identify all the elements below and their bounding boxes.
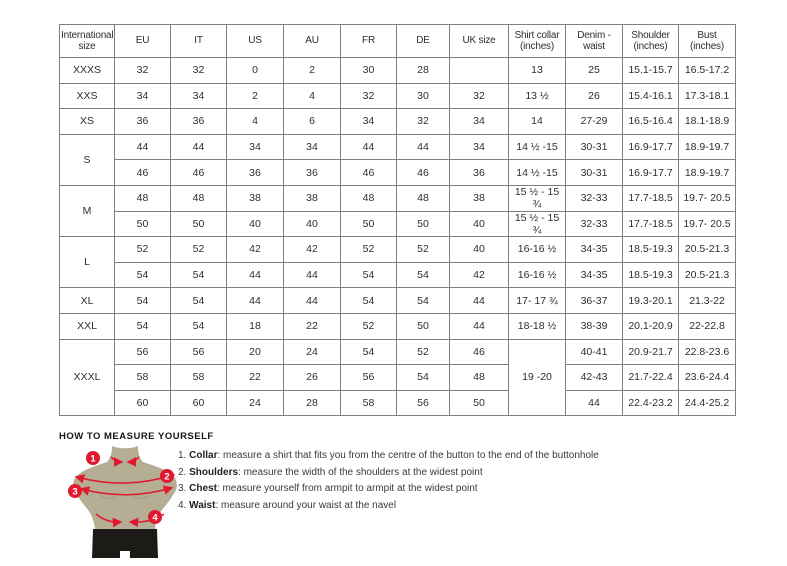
table-cell: XXL bbox=[60, 313, 115, 339]
table-cell: 48 bbox=[397, 185, 450, 211]
column-header: Shoulder (inches) bbox=[623, 25, 679, 58]
svg-text:1: 1 bbox=[90, 453, 96, 465]
table-cell: 54 bbox=[397, 262, 450, 288]
table-cell: 15 ½ - 15 ¾ bbox=[509, 185, 566, 211]
table-cell: 56 bbox=[115, 339, 171, 365]
table-cell: 54 bbox=[341, 262, 397, 288]
table-cell: 46 bbox=[341, 160, 397, 186]
table-cell: 21.7-22.4 bbox=[623, 365, 679, 391]
table-cell: 16-16 ½ bbox=[509, 237, 566, 263]
table-cell: 16.5-16.4 bbox=[623, 109, 679, 135]
table-cell: 42 bbox=[227, 237, 284, 263]
table-cell: 24 bbox=[284, 339, 341, 365]
column-header: DE bbox=[397, 25, 450, 58]
table-cell: 48 bbox=[450, 365, 509, 391]
table-cell: 22.8-23.6 bbox=[679, 339, 736, 365]
table-cell: 52 bbox=[397, 339, 450, 365]
table-cell: 50 bbox=[115, 211, 171, 237]
table-cell: 30 bbox=[397, 83, 450, 109]
table-cell: 16.9-17.7 bbox=[623, 134, 679, 160]
measure-heading: HOW TO MEASURE YOURSELF bbox=[59, 431, 214, 442]
table-cell: 17.3-18.1 bbox=[679, 83, 736, 109]
table-header-row bbox=[60, 25, 736, 58]
size-chart-table bbox=[59, 24, 736, 416]
table-row bbox=[60, 390, 736, 416]
table-cell: 22.4-23.2 bbox=[623, 390, 679, 416]
column-header: UK size bbox=[450, 25, 509, 58]
table-cell: 21.3-22 bbox=[679, 288, 736, 314]
table-cell: 54 bbox=[171, 288, 227, 314]
table-cell: 54 bbox=[397, 288, 450, 314]
table-cell: 42 bbox=[284, 237, 341, 263]
svg-text:3: 3 bbox=[72, 486, 78, 498]
table-cell: 28 bbox=[284, 390, 341, 416]
table-cell: 14 bbox=[509, 109, 566, 135]
table-cell: 60 bbox=[115, 390, 171, 416]
table-cell: 54 bbox=[115, 262, 171, 288]
table-cell: 20 bbox=[227, 339, 284, 365]
table-cell: XXXS bbox=[60, 58, 115, 84]
table-cell: 34 bbox=[171, 83, 227, 109]
table-cell: 16.5-17.2 bbox=[679, 58, 736, 84]
table-cell: 58 bbox=[341, 390, 397, 416]
table-cell: 44 bbox=[284, 262, 341, 288]
table-cell: 42-43 bbox=[566, 365, 623, 391]
table-cell: 19.3-20.1 bbox=[623, 288, 679, 314]
table-cell: 34 bbox=[115, 83, 171, 109]
table-cell: 2 bbox=[227, 83, 284, 109]
table-cell: 32 bbox=[171, 58, 227, 84]
marker-3 bbox=[68, 484, 82, 498]
table-cell: 26 bbox=[566, 83, 623, 109]
table-cell: 16-16 ½ bbox=[509, 262, 566, 288]
table-cell: 44 bbox=[227, 262, 284, 288]
table-cell: 50 bbox=[450, 390, 509, 416]
column-header: IT bbox=[171, 25, 227, 58]
measure-instruction: 1. Collar: measure a shirt that fits you from the centre of the button to the end of the buttonhole bbox=[178, 450, 599, 461]
table-cell: 40 bbox=[450, 211, 509, 237]
table-cell: 24 bbox=[227, 390, 284, 416]
table-cell: M bbox=[60, 185, 115, 236]
table-cell: 24.4-25.2 bbox=[679, 390, 736, 416]
table-row bbox=[60, 365, 736, 391]
table-row bbox=[60, 134, 736, 160]
table-cell: 18.5-19.3 bbox=[623, 262, 679, 288]
table-cell: 46 bbox=[397, 160, 450, 186]
table-cell: 16.9-17.7 bbox=[623, 160, 679, 186]
table-cell: 18.9-19.7 bbox=[679, 160, 736, 186]
table-cell: 19 -20 bbox=[509, 339, 566, 416]
table-cell: 15.4-16.1 bbox=[623, 83, 679, 109]
table-cell: XXS bbox=[60, 83, 115, 109]
table-cell: 26 bbox=[284, 365, 341, 391]
table-cell: 25 bbox=[566, 58, 623, 84]
table-cell: S bbox=[60, 134, 115, 185]
table-row bbox=[60, 313, 736, 339]
table-cell: 38 bbox=[227, 185, 284, 211]
table-cell: 32 bbox=[450, 83, 509, 109]
table-cell: XL bbox=[60, 288, 115, 314]
column-header: Denim - waist bbox=[566, 25, 623, 58]
table-cell: 50 bbox=[171, 211, 227, 237]
table-row bbox=[60, 83, 736, 109]
table-cell: 46 bbox=[115, 160, 171, 186]
table-cell: 52 bbox=[397, 237, 450, 263]
column-header: Shirt collar (inches) bbox=[509, 25, 566, 58]
table-cell: 38-39 bbox=[566, 313, 623, 339]
table-cell: 20.5-21.3 bbox=[679, 237, 736, 263]
table-cell: 19.7- 20.5 bbox=[679, 211, 736, 237]
table-cell: 54 bbox=[171, 313, 227, 339]
table-cell: 34 bbox=[284, 134, 341, 160]
table-cell: 22 bbox=[227, 365, 284, 391]
column-header: International size bbox=[60, 25, 115, 58]
table-cell: 28 bbox=[397, 58, 450, 84]
table-cell: 18.9-19.7 bbox=[679, 134, 736, 160]
table-cell: 4 bbox=[284, 83, 341, 109]
table-row bbox=[60, 339, 736, 365]
table-cell bbox=[450, 58, 509, 84]
table-cell: 36 bbox=[450, 160, 509, 186]
table-cell: 36 bbox=[171, 109, 227, 135]
table-row bbox=[60, 262, 736, 288]
table-cell: 19.7- 20.5 bbox=[679, 185, 736, 211]
table-cell: 44 bbox=[227, 288, 284, 314]
table-cell: 52 bbox=[341, 237, 397, 263]
measure-instruction: 4. Waist: measure around your waist at the navel bbox=[178, 499, 397, 511]
table-cell: 23.6-24.4 bbox=[679, 365, 736, 391]
table-cell: XXXL bbox=[60, 339, 115, 416]
table-cell: 15.1-15.7 bbox=[623, 58, 679, 84]
svg-text:2: 2 bbox=[164, 471, 170, 483]
table-cell: 52 bbox=[171, 237, 227, 263]
table-cell: XS bbox=[60, 109, 115, 135]
table-cell: 22-22.8 bbox=[679, 313, 736, 339]
table-cell: 44 bbox=[566, 390, 623, 416]
measure-instructions bbox=[178, 448, 648, 514]
table-cell: 40 bbox=[227, 211, 284, 237]
table-cell: 56 bbox=[171, 339, 227, 365]
table-cell: 34-35 bbox=[566, 262, 623, 288]
table-cell: 18.1-18.9 bbox=[679, 109, 736, 135]
table-row bbox=[60, 288, 736, 314]
table-cell: 40 bbox=[284, 211, 341, 237]
column-header: EU bbox=[115, 25, 171, 58]
table-cell: 44 bbox=[450, 288, 509, 314]
table-cell: 54 bbox=[115, 313, 171, 339]
table-cell: 30-31 bbox=[566, 134, 623, 160]
table-cell: 44 bbox=[341, 134, 397, 160]
column-header: US bbox=[227, 25, 284, 58]
table-cell: 34-35 bbox=[566, 237, 623, 263]
table-cell: 36 bbox=[284, 160, 341, 186]
table-cell: 60 bbox=[171, 390, 227, 416]
table-cell: 44 bbox=[450, 313, 509, 339]
table-cell: 54 bbox=[397, 365, 450, 391]
table-cell: 56 bbox=[341, 365, 397, 391]
table-row bbox=[60, 237, 736, 263]
table-row bbox=[60, 185, 736, 211]
table-cell: 54 bbox=[341, 339, 397, 365]
marker-2 bbox=[160, 469, 174, 483]
table-cell: 58 bbox=[171, 365, 227, 391]
table-cell: 27-29 bbox=[566, 109, 623, 135]
table-cell: 20.5-21.3 bbox=[679, 262, 736, 288]
table-cell: 46 bbox=[171, 160, 227, 186]
measure-instruction: 3. Chest: measure yourself from armpit to armpit at the widest point bbox=[178, 483, 478, 494]
table-cell: 44 bbox=[115, 134, 171, 160]
table-cell: 46 bbox=[450, 339, 509, 365]
table-cell: 20.9-21.7 bbox=[623, 339, 679, 365]
table-cell: 15 ½ - 15 ¾ bbox=[509, 211, 566, 237]
table-cell: 58 bbox=[115, 365, 171, 391]
table-cell: 14 ½ -15 bbox=[509, 160, 566, 186]
table-row bbox=[60, 58, 736, 84]
table-cell: 52 bbox=[341, 313, 397, 339]
measurement-figure bbox=[60, 444, 190, 566]
table-cell: 36-37 bbox=[566, 288, 623, 314]
table-cell: 13 bbox=[509, 58, 566, 84]
table-cell: 48 bbox=[341, 185, 397, 211]
table-row bbox=[60, 211, 736, 237]
measure-instruction: 2. Shoulders: measure the width of the shoulders at the widest point bbox=[178, 466, 483, 478]
table-cell: 38 bbox=[284, 185, 341, 211]
marker-4 bbox=[148, 510, 162, 524]
table-cell: 52 bbox=[115, 237, 171, 263]
table-cell: 54 bbox=[341, 288, 397, 314]
table-cell: 4 bbox=[227, 109, 284, 135]
table-cell: L bbox=[60, 237, 115, 288]
table-cell: 13 ½ bbox=[509, 83, 566, 109]
table-cell: 42 bbox=[450, 262, 509, 288]
mannequin-shorts bbox=[92, 529, 158, 558]
table-cell: 14 ½ -15 bbox=[509, 134, 566, 160]
table-cell: 44 bbox=[171, 134, 227, 160]
table-cell: 20.1-20.9 bbox=[623, 313, 679, 339]
table-cell: 30-31 bbox=[566, 160, 623, 186]
table-cell: 32-33 bbox=[566, 211, 623, 237]
table-cell: 34 bbox=[341, 109, 397, 135]
table-cell: 36 bbox=[227, 160, 284, 186]
column-header: Bust (inches) bbox=[679, 25, 736, 58]
column-header: FR bbox=[341, 25, 397, 58]
svg-text:4: 4 bbox=[152, 512, 158, 524]
table-cell: 32 bbox=[397, 109, 450, 135]
marker-1 bbox=[86, 451, 100, 465]
table-cell: 44 bbox=[284, 288, 341, 314]
table-cell: 32 bbox=[341, 83, 397, 109]
column-header: AU bbox=[284, 25, 341, 58]
table-cell: 48 bbox=[171, 185, 227, 211]
table-cell: 32 bbox=[115, 58, 171, 84]
table-cell: 30 bbox=[341, 58, 397, 84]
table-row bbox=[60, 160, 736, 186]
table-cell: 50 bbox=[397, 211, 450, 237]
table-cell: 32-33 bbox=[566, 185, 623, 211]
table-cell: 17.7-18.5 bbox=[623, 211, 679, 237]
table-cell: 50 bbox=[341, 211, 397, 237]
table-cell: 17.7-18.5 bbox=[623, 185, 679, 211]
table-cell: 0 bbox=[227, 58, 284, 84]
table-cell: 56 bbox=[397, 390, 450, 416]
table-cell: 34 bbox=[227, 134, 284, 160]
table-cell: 18-18 ½ bbox=[509, 313, 566, 339]
table-cell: 50 bbox=[397, 313, 450, 339]
table-cell: 38 bbox=[450, 185, 509, 211]
table-cell: 36 bbox=[115, 109, 171, 135]
table-cell: 40-41 bbox=[566, 339, 623, 365]
table-cell: 18.5-19.3 bbox=[623, 237, 679, 263]
table-cell: 44 bbox=[397, 134, 450, 160]
table-cell: 54 bbox=[171, 262, 227, 288]
table-cell: 22 bbox=[284, 313, 341, 339]
table-cell: 40 bbox=[450, 237, 509, 263]
table-cell: 2 bbox=[284, 58, 341, 84]
table-cell: 6 bbox=[284, 109, 341, 135]
table-cell: 18 bbox=[227, 313, 284, 339]
table-row bbox=[60, 109, 736, 135]
table-cell: 48 bbox=[115, 185, 171, 211]
table-cell: 54 bbox=[115, 288, 171, 314]
table-cell: 17- 17 ¾ bbox=[509, 288, 566, 314]
table-cell: 34 bbox=[450, 134, 509, 160]
table-cell: 34 bbox=[450, 109, 509, 135]
